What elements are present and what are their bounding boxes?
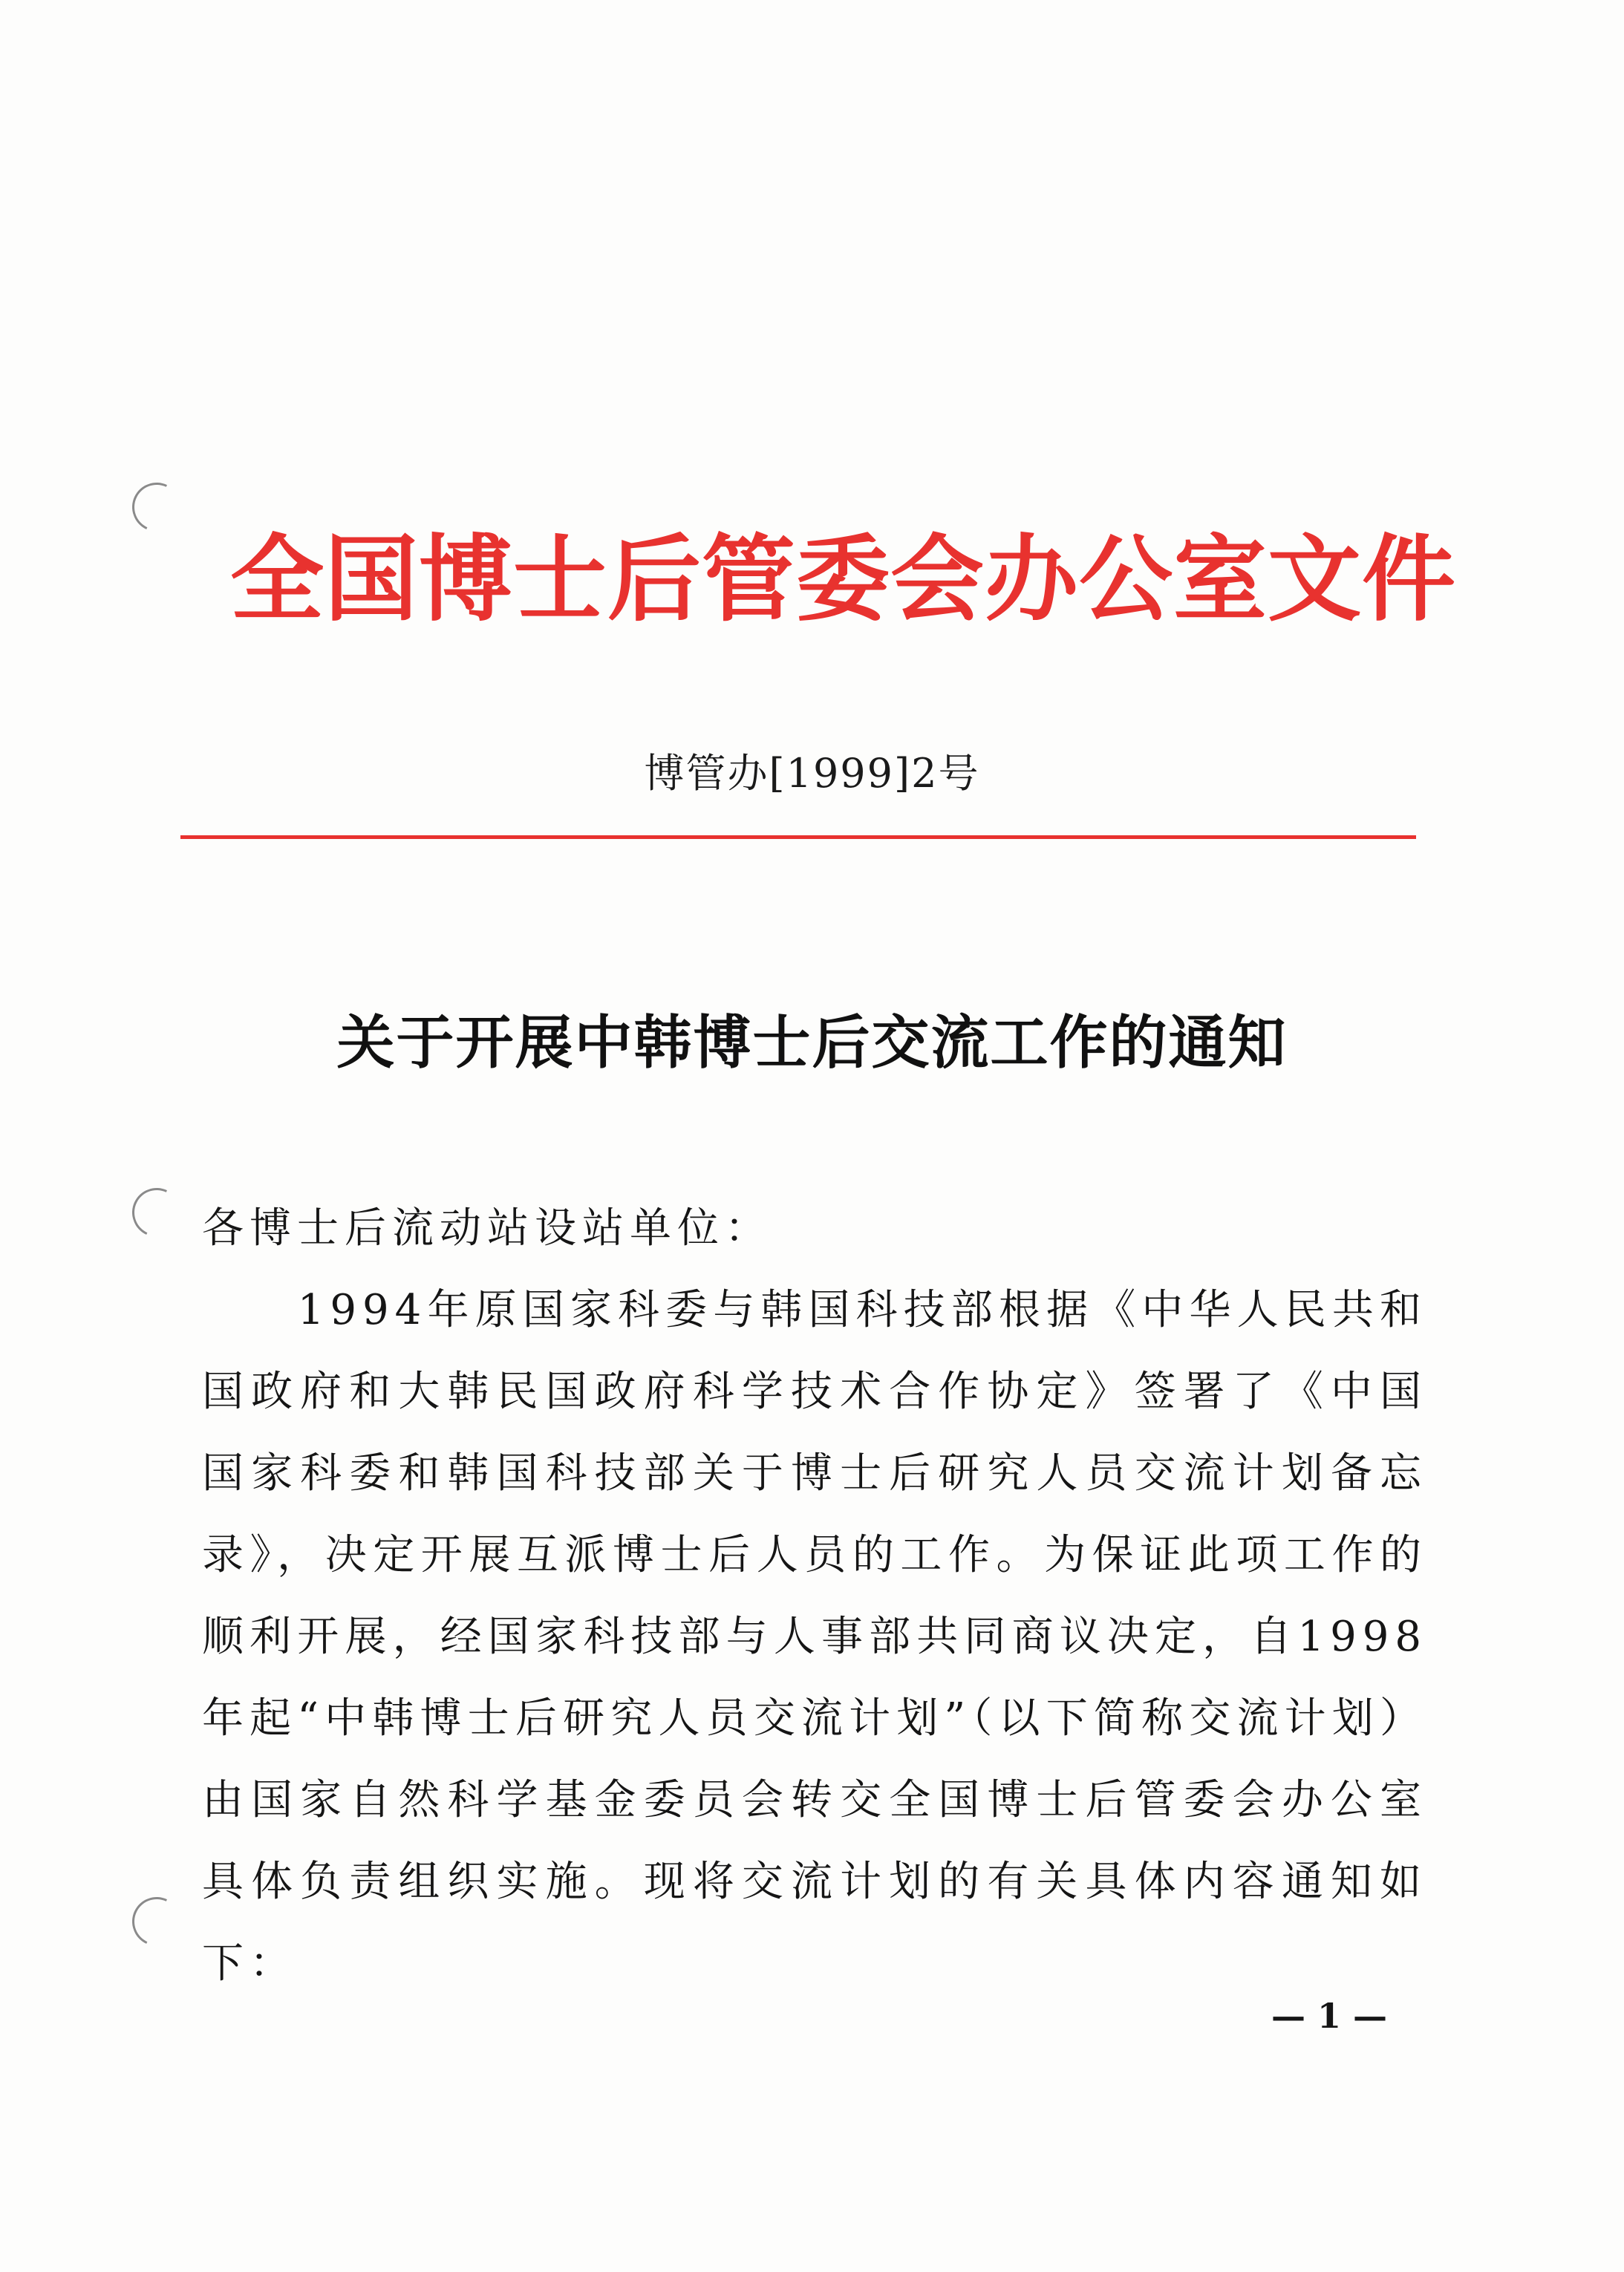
issuing-office-header: 全国博士后管委会办公室文件 xyxy=(230,524,1456,634)
punch-hole-mark xyxy=(125,476,189,539)
page-number: — 1 — xyxy=(1271,1996,1388,2036)
header-divider xyxy=(180,835,1416,839)
notice-title: 关于开展中韩博士后交流工作的通知 xyxy=(336,1009,1288,1077)
punch-hole-mark xyxy=(125,1181,189,1244)
punch-hole-mark xyxy=(125,1890,189,1953)
addressee-line: 各博士后流动站设站单位： xyxy=(202,1204,772,1253)
document-number: 博管办[1999]2号 xyxy=(644,750,980,797)
body-paragraph: 1994年原国家科委与韩国科技部根据《中华人民共和国政府和大韩民国政府科学技术合作协定》签署了《中国国家科委和韩国科技部关于博士后研究人员交流计划备忘录》，决定开展互派博士后人员的工作。为保证此项工作的顺利开展，经国家科技部与人事部共同商议决定，自1998年起“中韩博士后研究人员交流计划”（以下简称交流计划）由国家自然科学基金委员会转交全国博士后管委会办公室具体负责组织实施。现将交流计划的有关具体内容通知如下： xyxy=(202,1286,1427,1988)
notice-body xyxy=(202,1188,1427,2005)
